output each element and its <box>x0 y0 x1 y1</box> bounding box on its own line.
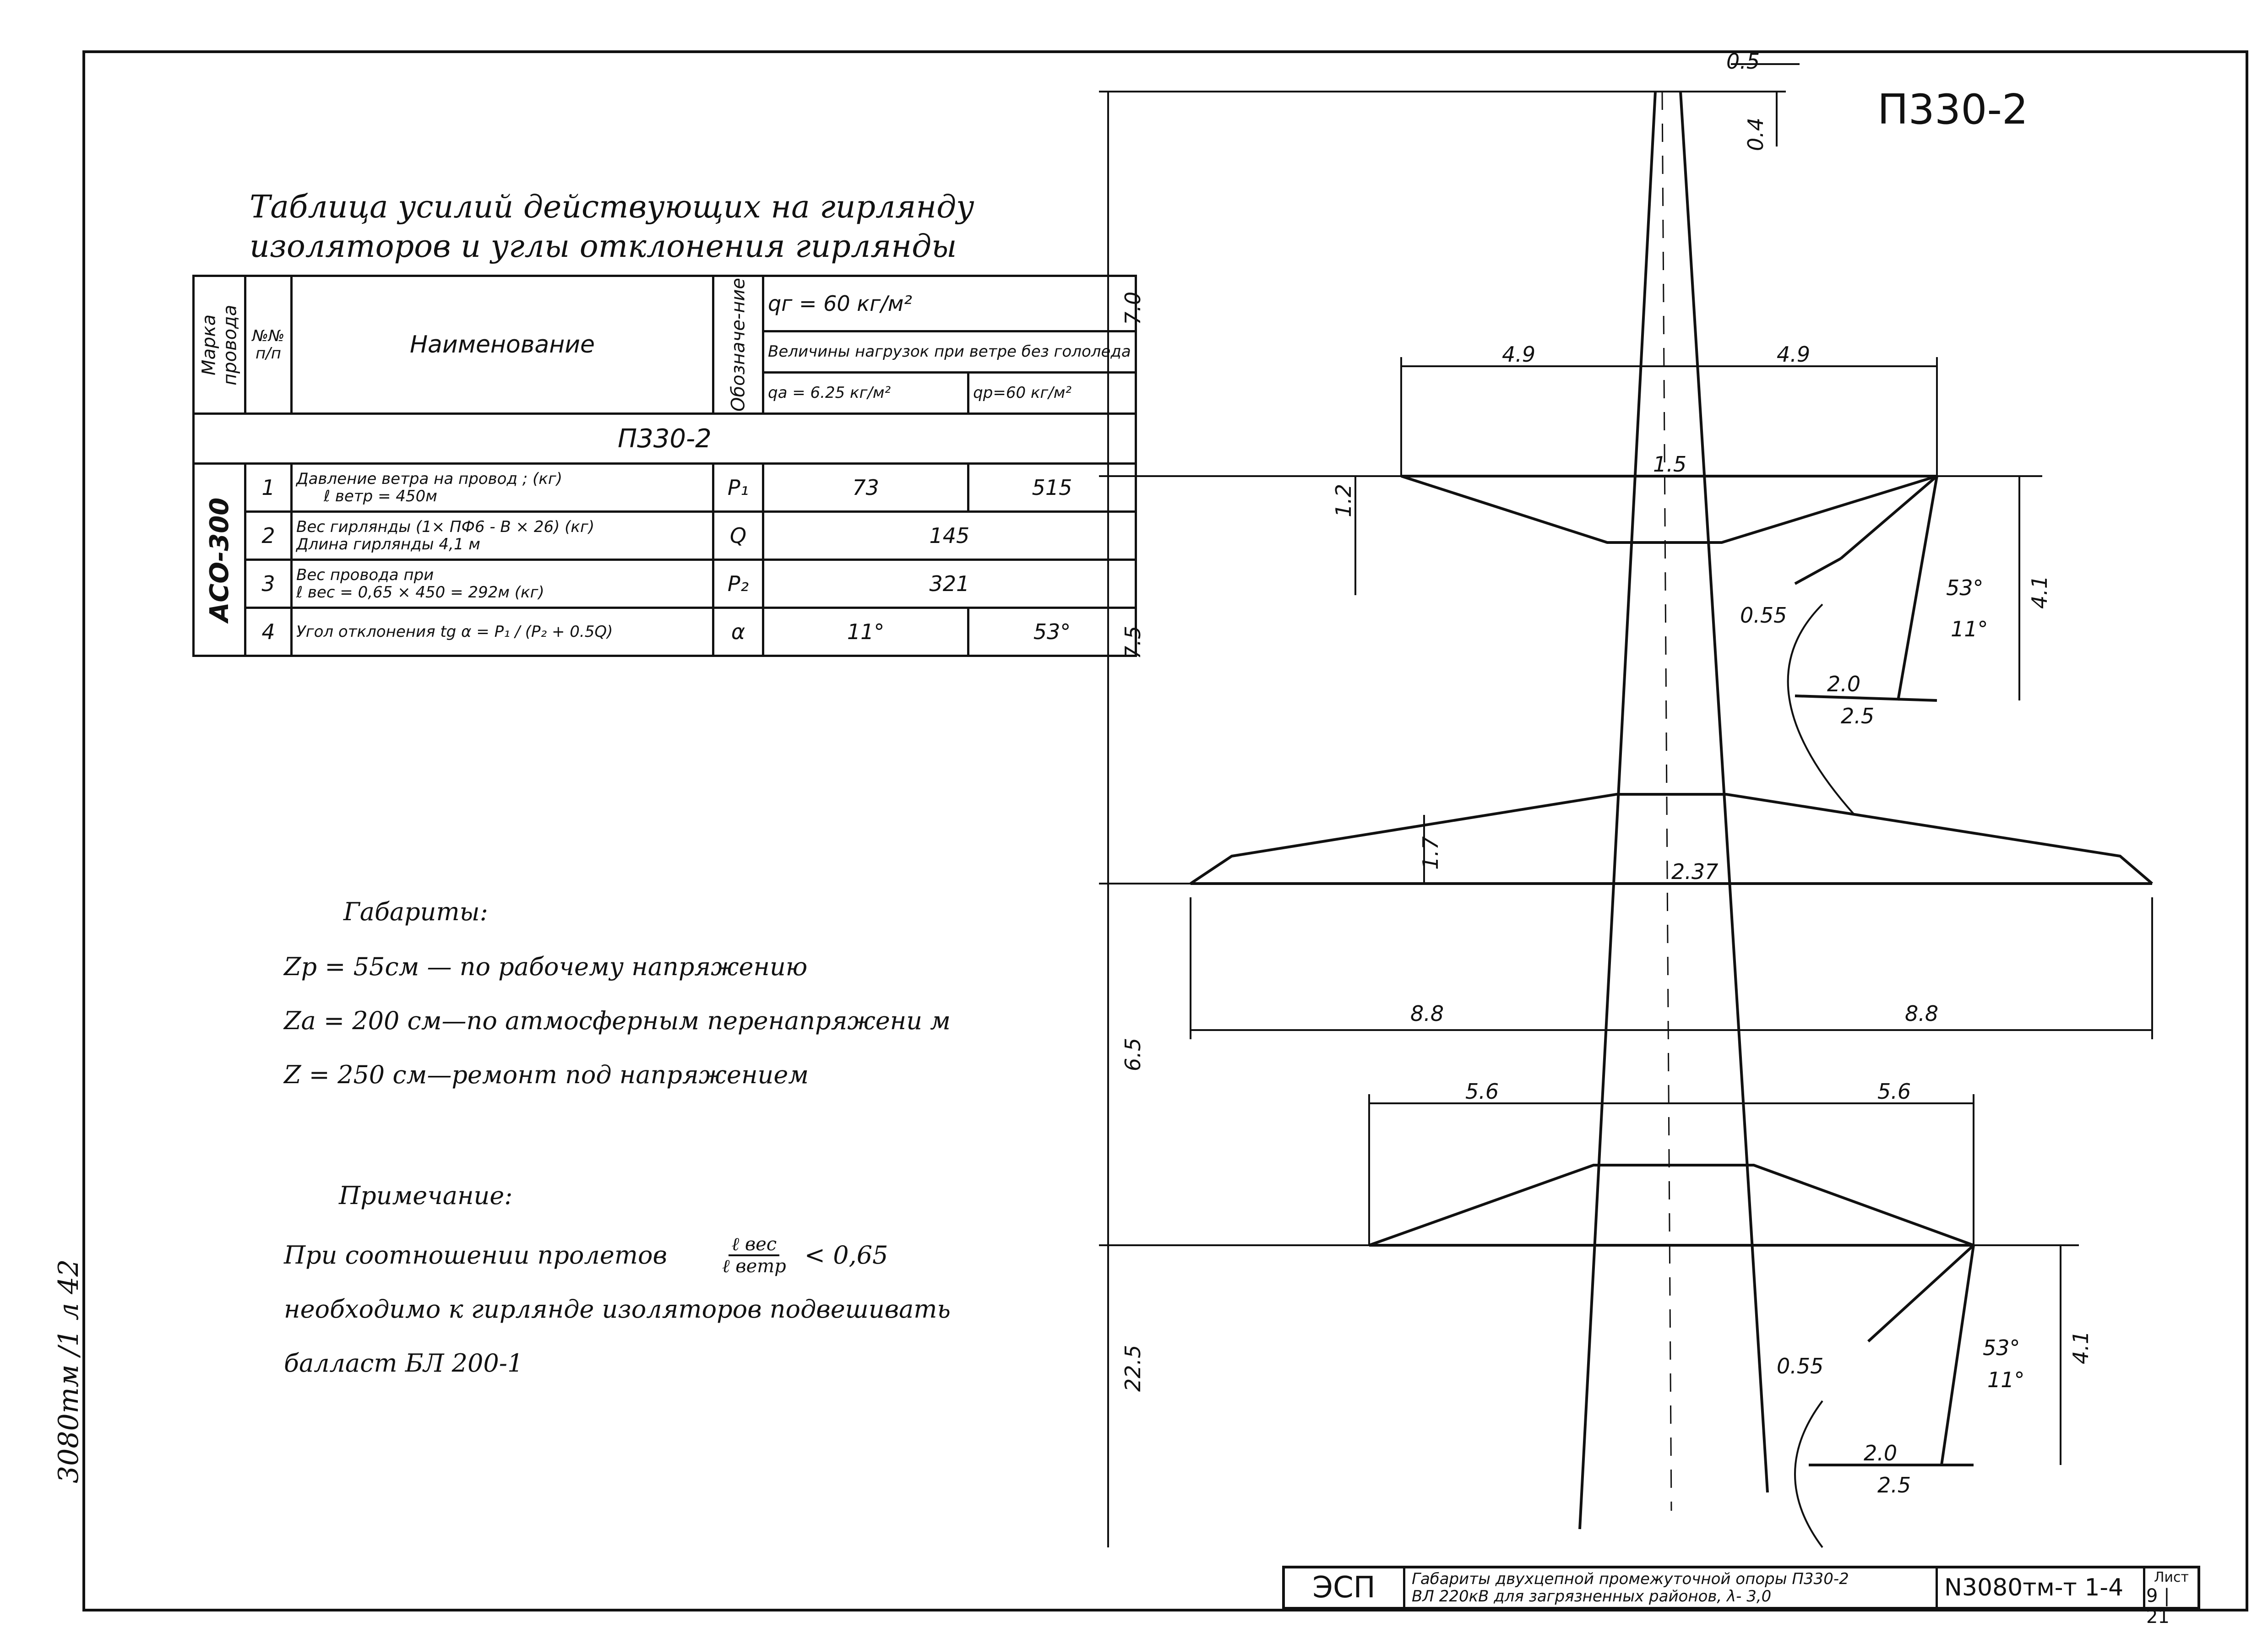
dim-label: 22.5 <box>1120 1345 1145 1392</box>
row-number: 2 <box>245 512 292 560</box>
clearances-heading: Габариты: <box>343 897 488 926</box>
row-name: Вес гирлянды (1× ПФ6 - В × 26) (кг) Длина гирлянды 4,1 м <box>292 512 713 560</box>
dim-label: 2.37 <box>1671 859 1719 884</box>
row-number: 1 <box>245 464 292 512</box>
header-loads-note: Величины нагрузок при ветре без гололеда <box>763 331 1136 372</box>
row-value-p: 515 <box>968 464 1136 512</box>
dim-label: 8.8 <box>1410 1001 1444 1026</box>
header-name: Наименование <box>292 276 713 414</box>
note-line: балласт БЛ 200-1 <box>284 1349 523 1378</box>
title-block <box>1282 1566 2200 1628</box>
clearance-line: Z = 250 см—ремонт под напряжением <box>284 1060 809 1089</box>
dim-label: 1.7 <box>1418 836 1443 870</box>
dim-label: 53° <box>1946 575 1984 600</box>
header-qg: qг = 60 кг/м² <box>763 276 1136 331</box>
row-value-p: 53° <box>968 608 1136 656</box>
row-symbol: P₁ <box>713 464 763 512</box>
stamp-org: ЭСП <box>1285 1568 1405 1607</box>
table-title: Таблица усилий действующих на гирлянду изоляторов и углы отклонения гирлянды <box>250 189 974 265</box>
stamp-code: N3080тм-т 1-4 <box>1938 1568 2145 1607</box>
header-number: №№ п/п <box>245 276 292 414</box>
row-symbol: α <box>713 608 763 656</box>
note-fraction-tail: < 0,65 <box>804 1241 888 1270</box>
note-line: При соотношении пролетов <box>284 1241 667 1270</box>
header-designation: Обозначе-ние <box>713 276 763 414</box>
clearance-line: Zа = 200 см—по атмосферным перенапряжени м <box>284 1006 951 1035</box>
tower-body <box>1580 92 1768 1529</box>
row-name: Давление ветра на провод ; (кг) ℓ ветр = 450м <box>292 464 713 512</box>
dim-label: 7.0 <box>1120 291 1145 325</box>
table-section: П330-2 <box>194 414 1136 464</box>
dim-label: 6.5 <box>1120 1037 1145 1071</box>
row-name: Угол отклонения tg α = P₁ / (P₂ + 0.5Q) <box>292 608 713 656</box>
dim-label: 0.55 <box>1740 603 1787 628</box>
dim-label: 8.8 <box>1905 1001 1939 1026</box>
dim-label: 4.1 <box>2068 1330 2093 1364</box>
dim-label: 2.0 <box>1827 672 1861 696</box>
dim-label: 5.6 <box>1465 1079 1499 1104</box>
dim-label: 53° <box>1983 1335 2020 1360</box>
side-archive-note: 3080тм /1 л 42 <box>53 1259 85 1483</box>
dim-label: 2.0 <box>1864 1441 1898 1465</box>
row-number: 3 <box>245 560 292 608</box>
row-name: Вес провода при ℓ вес = 0,65 × 450 = 292м (кг) <box>292 560 713 608</box>
row-value-a: 73 <box>763 464 968 512</box>
dim-label: 1.5 <box>1653 452 1687 477</box>
drawing-code: П330-2 <box>1877 86 2029 134</box>
clearance-line: Zр = 55см — по рабочему напряжению <box>284 952 808 981</box>
note-heading: Примечание: <box>339 1181 513 1210</box>
upper-crossarm <box>1401 476 1937 815</box>
reference-lines <box>1099 92 2152 1547</box>
dim-label: 0.55 <box>1777 1354 1824 1378</box>
dim-label: 0.5 <box>1726 49 1760 74</box>
stamp-description: Габариты двухцепной промежуточной опоры П330-2 ВЛ 220кВ для загрязненных районов, λ- 3,0 <box>1405 1568 1938 1607</box>
dim-label: 11° <box>1951 617 1988 641</box>
note-line: необходимо к гирлянде изоляторов подвешивать <box>284 1295 951 1324</box>
dim-label: 7.5 <box>1120 625 1145 659</box>
row-symbol: P₂ <box>713 560 763 608</box>
row-symbol: Q <box>713 512 763 560</box>
row-value: 145 <box>763 512 1136 560</box>
dim-label: 1.2 <box>1331 483 1356 517</box>
note-fraction: ℓ вес ℓ ветр <box>722 1234 786 1277</box>
row-number: 4 <box>245 608 292 656</box>
dim-label: 2.5 <box>1841 704 1875 728</box>
dim-label: 4.1 <box>2027 575 2052 609</box>
dim-label: 5.6 <box>1877 1079 1911 1104</box>
dim-label: 4.9 <box>1777 342 1811 367</box>
dim-label: 4.9 <box>1502 342 1536 367</box>
row-value-a: 11° <box>763 608 968 656</box>
dimension-lines <box>1191 64 2152 1465</box>
dimension-labels <box>1120 49 2093 1498</box>
wire-mark: АСО-300 <box>194 464 245 656</box>
row-value: 321 <box>763 560 1136 608</box>
dim-label: 11° <box>1987 1367 2025 1392</box>
dim-label: 0.4 <box>1743 117 1768 151</box>
header-qp: qр=60 кг/м² <box>968 372 1136 413</box>
header-wire-mark: Марка провода <box>194 276 245 414</box>
stamp-sheet: Лист 9 | 21 <box>2146 1569 2189 1628</box>
dim-label: 2.5 <box>1877 1473 1911 1498</box>
header-qa: qа = 6.25 кг/м² <box>763 372 968 413</box>
